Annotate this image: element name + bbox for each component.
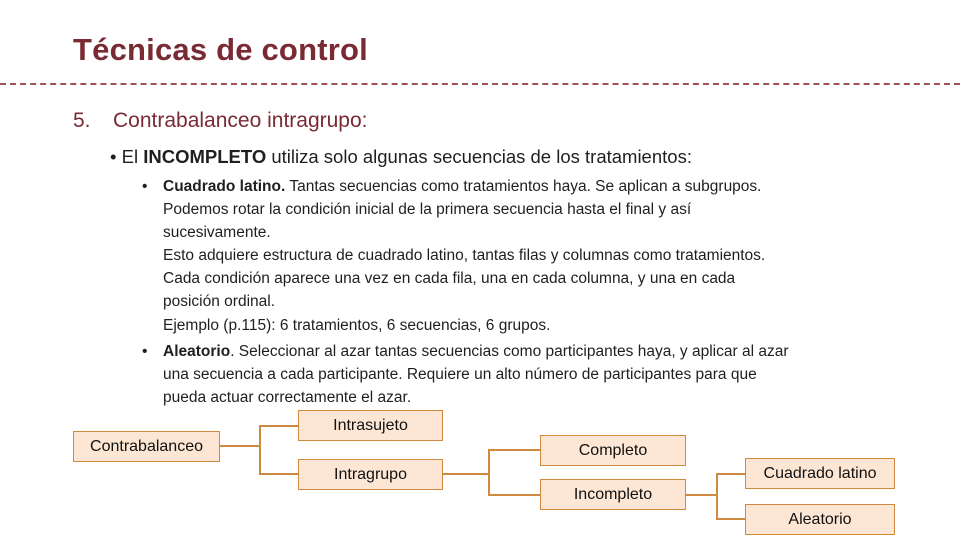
section-label: Contrabalanceo intragrupo <box>113 109 362 132</box>
bullet-dot: • <box>142 343 148 360</box>
cuadrado-line: Tantas secuencias como tratamientos haya. Se aplican a subgrupos. <box>285 178 762 195</box>
aleatorio-line: una secuencia a cada participante. Requiere un alto número de participantes para que <box>163 366 757 383</box>
connector-incompleto <box>686 474 745 519</box>
slide-title: Técnicas de control <box>73 32 368 67</box>
bullet-dot: • <box>142 178 148 195</box>
connector-intragrupo <box>443 450 540 495</box>
aleatorio-bold: Aleatorio <box>163 343 231 360</box>
node-cuadrado-latino: Cuadrado latino <box>745 458 895 489</box>
connector-root <box>220 426 298 474</box>
node-intragrupo: Intragrupo <box>298 459 443 490</box>
node-incompleto: Incompleto <box>540 479 686 510</box>
cuadrado-line: Podemos rotar la condición inicial de la primera secuencia hasta el final y así <box>163 201 692 218</box>
node-intrasujeto: Intrasujeto <box>298 410 443 441</box>
bullet-bold: INCOMPLETO <box>143 146 267 167</box>
estructura-line: posición ordinal. <box>163 293 276 310</box>
aleatorio-line: pueda actuar correctamente el azar. <box>163 389 412 406</box>
ejemplo-line: Ejemplo (p.115): 6 tratamientos, 6 secuencias, 6 grupos. <box>163 317 551 334</box>
node-contrabalanceo: Contrabalanceo <box>73 431 220 462</box>
bullet-dot: • <box>110 146 117 167</box>
cuadrado-line: sucesivamente. <box>163 224 271 241</box>
node-aleatorio: Aleatorio <box>745 504 895 535</box>
bullet-prefix: El <box>121 146 144 167</box>
section-colon: : <box>361 109 368 132</box>
estructura-line: Cada condición aparece una vez en cada fila, una en cada columna, y una en cada <box>163 270 736 287</box>
estructura-line: Esto adquiere estructura de cuadrado latino, tantas filas y columnas como tratamientos. <box>163 247 766 264</box>
cuadrado-bold: Cuadrado latino. <box>163 178 286 195</box>
bullet-rest: utiliza solo algunas secuencias de los tratamientos: <box>266 146 692 167</box>
aleatorio-line: . Seleccionar al azar tantas secuencias como participantes haya, y aplicar al azar <box>230 343 789 360</box>
section-number: 5. <box>73 109 91 132</box>
node-completo: Completo <box>540 435 686 466</box>
